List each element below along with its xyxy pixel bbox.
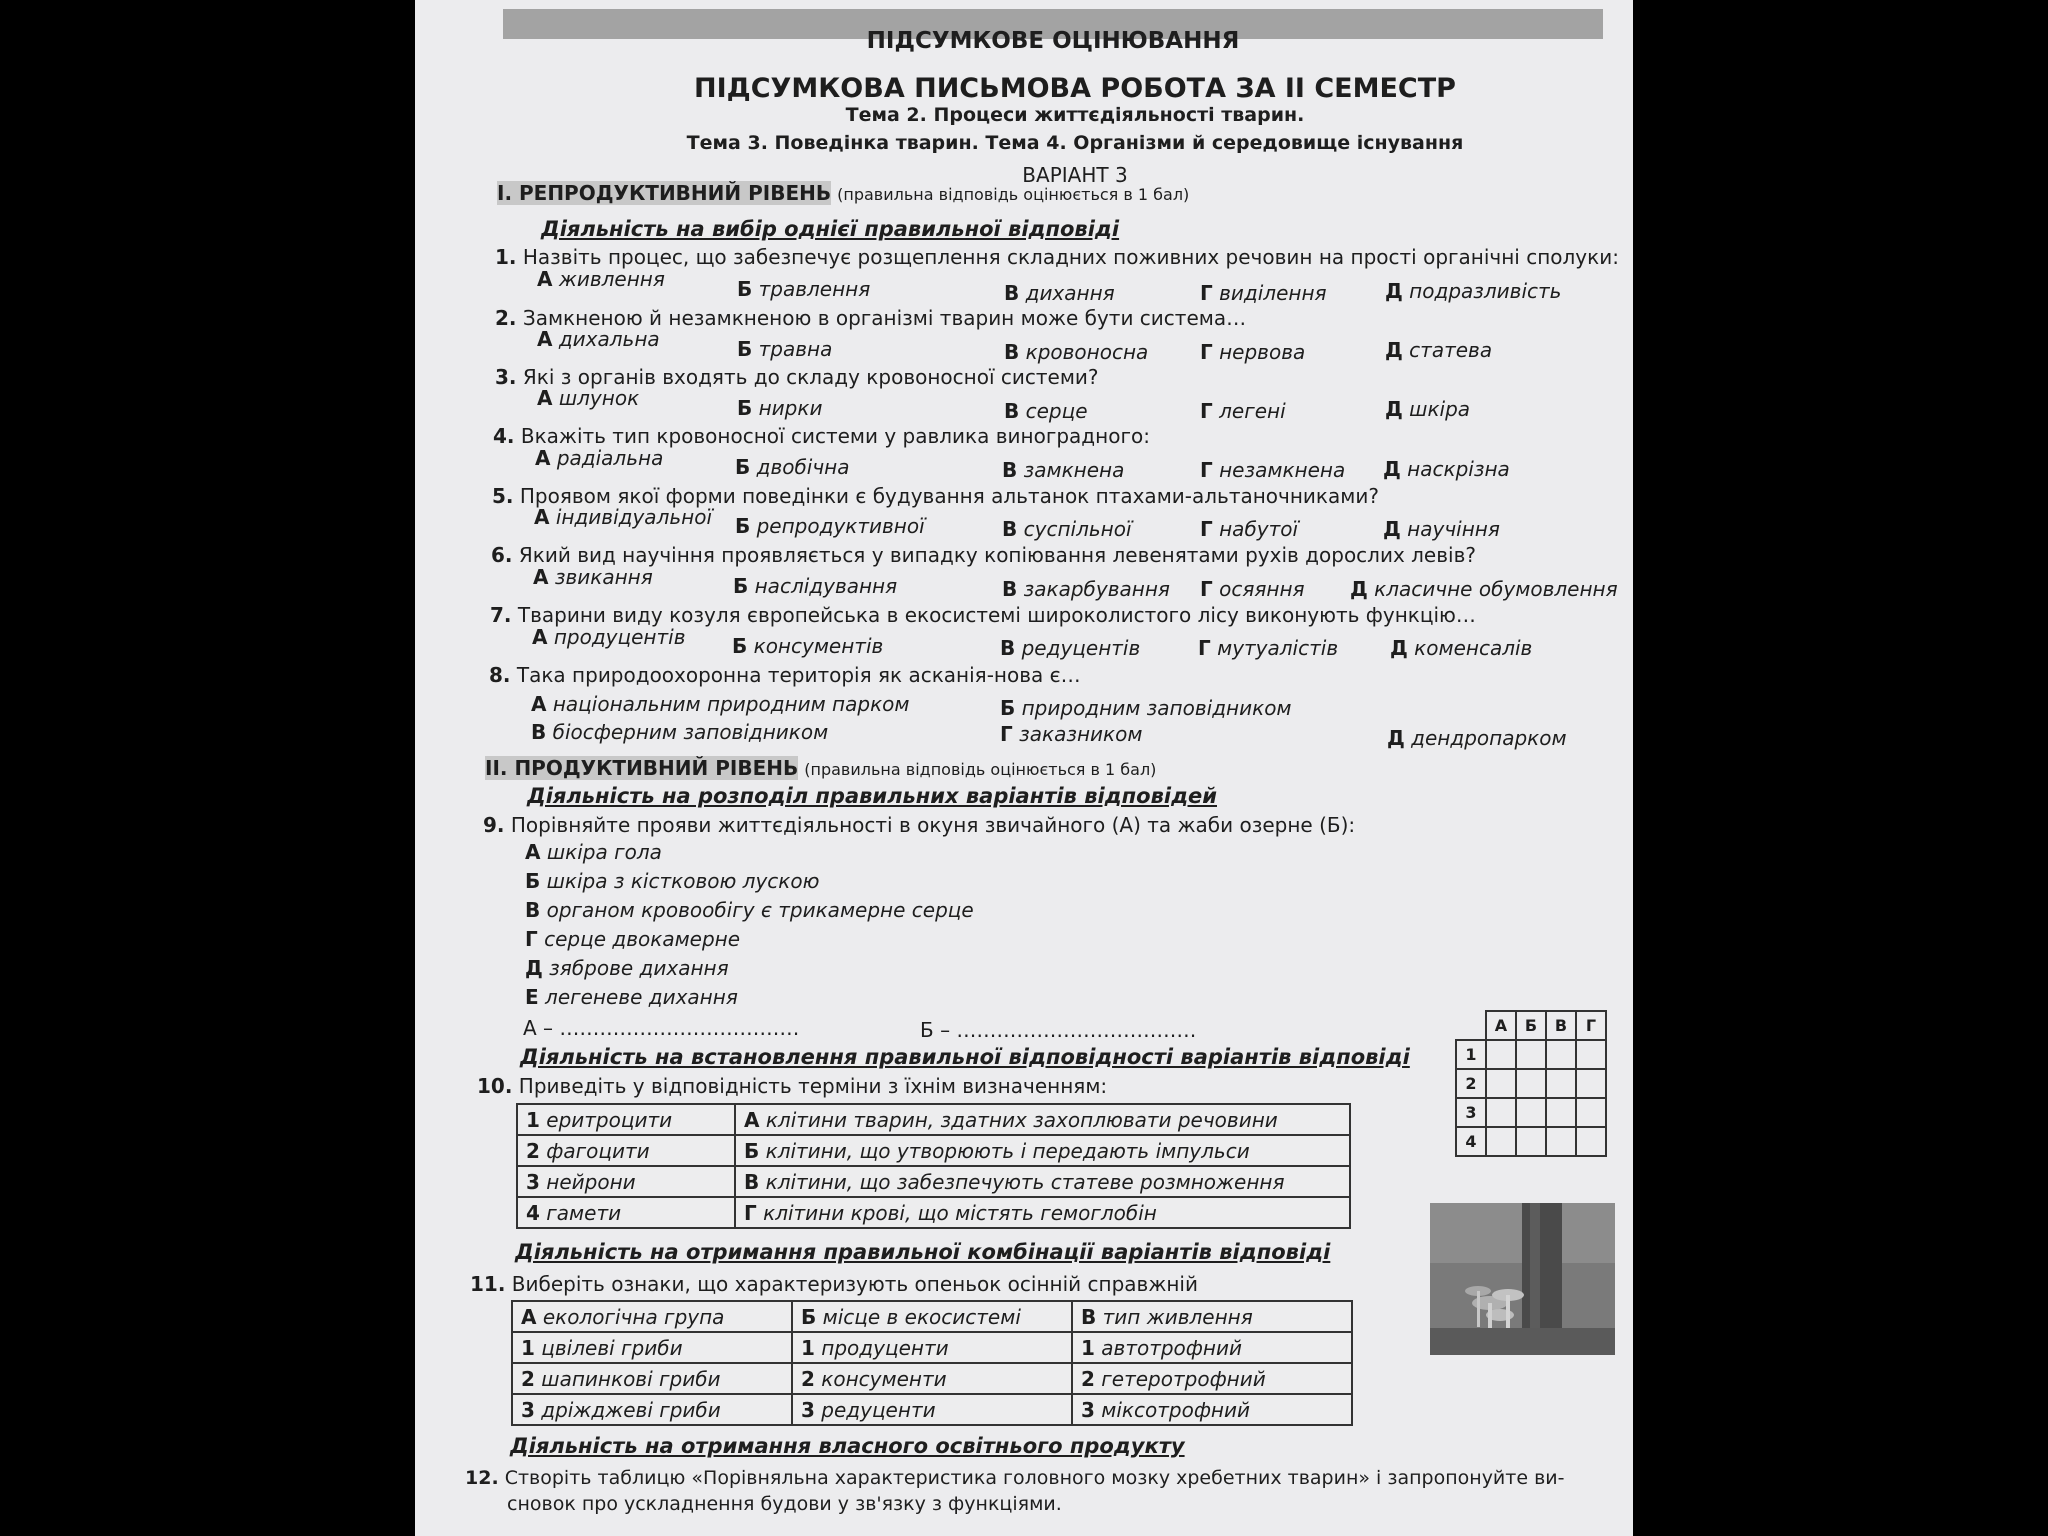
q9-option-f: Е легеневе дихання <box>525 985 738 1009</box>
q4-option-c[interactable]: В замкнена <box>1002 458 1125 482</box>
grid-cell[interactable] <box>1486 1127 1516 1156</box>
q5-option-d[interactable]: Г набутої <box>1200 517 1299 541</box>
section-2-heading <box>485 756 1156 780</box>
section-1-heading <box>497 181 1189 205</box>
section-1-activity: Діяльність на вибір однієї правильної відповіді <box>541 217 1120 241</box>
q3-option-e[interactable]: Д шкіра <box>1385 397 1471 421</box>
table-row: 3 нейрони В клітини, що забезпечують статеве розмноження <box>517 1166 1350 1197</box>
grid-cell[interactable] <box>1486 1098 1516 1127</box>
table-row: 2 шапинкові гриби 2 консументи 2 гетеротрофний <box>512 1363 1352 1394</box>
grid-cell[interactable] <box>1576 1040 1606 1069</box>
activity-own-product: Діяльність на отримання власного освітнього продукту <box>510 1434 1185 1458</box>
q9-option-c: В органом кровообігу є трикамерне серце <box>525 898 974 922</box>
grid-cell[interactable] <box>1576 1098 1606 1127</box>
q5-option-c[interactable]: В суспільної <box>1002 517 1132 541</box>
question-12-line-2: сновок про ускладнення будови у зв'язку з функціями. <box>507 1493 1062 1515</box>
q8-option-b[interactable]: Б природним заповідником <box>1000 696 1292 720</box>
grid-cell[interactable] <box>1516 1098 1546 1127</box>
q9-option-d: Г серце двокамерне <box>525 927 741 951</box>
table-row: 4 гамети Г клітини крові, що містять гемоглобін <box>517 1197 1350 1228</box>
q8-option-a[interactable]: А національним природним парком <box>531 692 910 716</box>
grid-cell[interactable] <box>1486 1069 1516 1098</box>
question-text: Назвіть процес, що забезпечує розщеплення складних поживних речовин на прості органічні сполуки: <box>522 245 1619 269</box>
question-6: 6. Який вид научіння проявляється у випадку копіювання левенятами рухів дорослих левів? <box>491 543 1476 567</box>
q5-option-e[interactable]: Д научіння <box>1383 517 1500 541</box>
grid-cell[interactable] <box>1576 1127 1606 1156</box>
question-3: 3. Які з органів входять до складу кровоносної системи? <box>495 365 1099 389</box>
grid-cell[interactable] <box>1546 1040 1576 1069</box>
q3-option-a[interactable]: А шлунок <box>537 386 640 410</box>
q6-option-d[interactable]: Г осяяння <box>1200 577 1305 601</box>
grid-cell[interactable] <box>1576 1069 1606 1098</box>
section-1-note: (правильна відповідь оцінюється в 1 бал) <box>837 185 1190 204</box>
worksheet-page <box>415 0 1633 1536</box>
table-row: 1 еритроцити А клітини тварин, здатних захоплювати речовини <box>517 1104 1350 1135</box>
question-5: 5. Проявом якої форми поведінки є будування альтанок птахами-альтаночниками? <box>492 484 1379 508</box>
table-row: 1 цвілеві гриби 1 продуценти 1 автотрофний <box>512 1332 1352 1363</box>
mushroom-illustration <box>1430 1203 1615 1355</box>
q1-option-c[interactable]: В дихання <box>1004 281 1115 305</box>
table-row: 3 дріжджеві гриби 3 редуценти 3 міксотрофний <box>512 1394 1352 1425</box>
q8-option-d[interactable]: Г заказником <box>1000 722 1143 746</box>
q7-option-b[interactable]: Б консументів <box>732 634 884 658</box>
q1-option-e[interactable]: Д подразливість <box>1385 279 1562 303</box>
q4-option-d[interactable]: Г незамкнена <box>1200 458 1346 482</box>
topic-line-1: Тема 2. Процеси життєдіяльності тварин. <box>845 104 1305 126</box>
grid-cell[interactable] <box>1546 1098 1576 1127</box>
q3-option-b[interactable]: Б нирки <box>737 396 823 420</box>
q7-option-c[interactable]: В редуцентів <box>1000 636 1141 660</box>
activity-matching: Діяльність на встановлення правильної відповідності варіантів відповіді <box>520 1045 1410 1069</box>
topic-line-2: Тема 3. Поведінка тварин. Тема 4. Організми й середовище існування <box>686 132 1464 154</box>
answer-grid: А Б В Г 1 2 3 4 <box>1455 1010 1607 1157</box>
q5-option-a[interactable]: А індивідуальної <box>534 505 713 529</box>
q10-table <box>516 1103 1351 1229</box>
q2-option-a[interactable]: А дихальна <box>537 327 660 351</box>
question-11: 11. Виберіть ознаки, що характеризують опеньок осінній справжній <box>470 1272 1198 1296</box>
q6-option-b[interactable]: Б наслідування <box>733 574 898 598</box>
grid-cell[interactable] <box>1486 1040 1516 1069</box>
section-2-note: (правильна відповідь оцінюється в 1 бал) <box>804 760 1157 779</box>
q9-option-a: А шкіра гола <box>525 840 662 864</box>
q9-answer-a[interactable]: А – ……………………………… <box>523 1016 800 1040</box>
q4-option-b[interactable]: Б двобічна <box>735 455 850 479</box>
q1-option-b[interactable]: Б травлення <box>737 277 871 301</box>
q5-option-b[interactable]: Б репродуктивної <box>735 514 925 538</box>
q2-option-d[interactable]: Г нервова <box>1200 340 1306 364</box>
question-9: 9. Порівняйте прояви життєдіяльності в окуня звичайного (А) та жаби озерне (Б): <box>483 813 1356 837</box>
activity-combination: Діяльність на отримання правильної комбінації варіантів відповіді <box>515 1240 1331 1264</box>
question-8: 8. Така природоохоронна територія як асканія-нова є… <box>489 663 1081 687</box>
q6-option-c[interactable]: В закарбування <box>1002 577 1170 601</box>
q8-option-e[interactable]: Д дендропарком <box>1387 726 1567 750</box>
q9-answer-b[interactable]: Б – ……………………………… <box>920 1018 1197 1042</box>
grid-cell[interactable] <box>1546 1069 1576 1098</box>
q1-option-d[interactable]: Г виділення <box>1200 281 1327 305</box>
grid-cell[interactable] <box>1516 1040 1546 1069</box>
q6-option-a[interactable]: А звикання <box>533 565 653 589</box>
header-title: ПІДСУМКОВЕ ОЦІНЮВАННЯ <box>866 28 1240 54</box>
mushroom-photo <box>1430 1203 1615 1355</box>
table-row: 2 фагоцити Б клітини, що утворюють і передають імпульси <box>517 1135 1350 1166</box>
q9-option-b: Б шкіра з кістковою лускою <box>525 869 820 893</box>
q4-option-a[interactable]: А радіальна <box>535 446 664 470</box>
question-1 <box>495 245 1619 269</box>
variant-label: ВАРІАНТ 3 <box>1022 163 1128 187</box>
q2-option-e[interactable]: Д статева <box>1385 338 1493 362</box>
question-2: 2. Замкненою й незамкненою в організмі тварин може бути система… <box>495 306 1247 330</box>
q1-option-a[interactable]: А живлення <box>537 267 665 291</box>
question-7: 7. Тварини виду козуля європейська в екосистемі широколистого лісу виконують функцію… <box>490 603 1476 627</box>
q6-option-e[interactable]: Д класичне обумовлення <box>1350 577 1618 601</box>
q4-option-e[interactable]: Д наскрізна <box>1383 457 1510 481</box>
grid-cell[interactable] <box>1516 1069 1546 1098</box>
q7-option-e[interactable]: Д коменсалів <box>1390 636 1533 660</box>
q9-option-e: Д зяброве дихання <box>525 956 729 980</box>
table-row: А екологічна група Б місце в екосистемі В тип живлення <box>512 1301 1352 1332</box>
q2-option-b[interactable]: Б травна <box>737 337 833 361</box>
grid-cell[interactable] <box>1546 1127 1576 1156</box>
q3-option-c[interactable]: В серце <box>1004 399 1088 423</box>
q3-option-d[interactable]: Г легені <box>1200 399 1286 423</box>
q2-option-c[interactable]: В кровоносна <box>1004 340 1149 364</box>
question-12: 12. Створіть таблицю «Порівняльна характеристика головного мозку хребетних тварин» і запропонуйте ви- <box>465 1467 1565 1489</box>
q7-option-a[interactable]: А продуцентів <box>532 625 686 649</box>
grid-cell[interactable] <box>1516 1127 1546 1156</box>
main-title: ПІДСУМКОВА ПИСЬМОВА РОБОТА ЗА ІІ СЕМЕСТР <box>694 73 1456 104</box>
section-1-title: І. РЕПРОДУКТИВНИЙ РІВЕНЬ <box>497 181 832 205</box>
q7-option-d[interactable]: Г мутуалістів <box>1198 636 1339 660</box>
q11-table <box>511 1300 1353 1426</box>
question-10: 10. Приведіть у відповідність терміни з їхнім визначенням: <box>477 1074 1108 1098</box>
section-2-activity: Діяльність на розподіл правильних варіантів відповідей <box>527 784 1217 808</box>
question-4: 4. Вкажіть тип кровоносної системи у равлика виноградного: <box>493 424 1150 448</box>
question-number: 1. <box>495 245 517 269</box>
section-2-title: ІІ. ПРОДУКТИВНИЙ РІВЕНЬ <box>485 756 799 780</box>
q8-option-c[interactable]: В біосферним заповідником <box>531 720 829 744</box>
